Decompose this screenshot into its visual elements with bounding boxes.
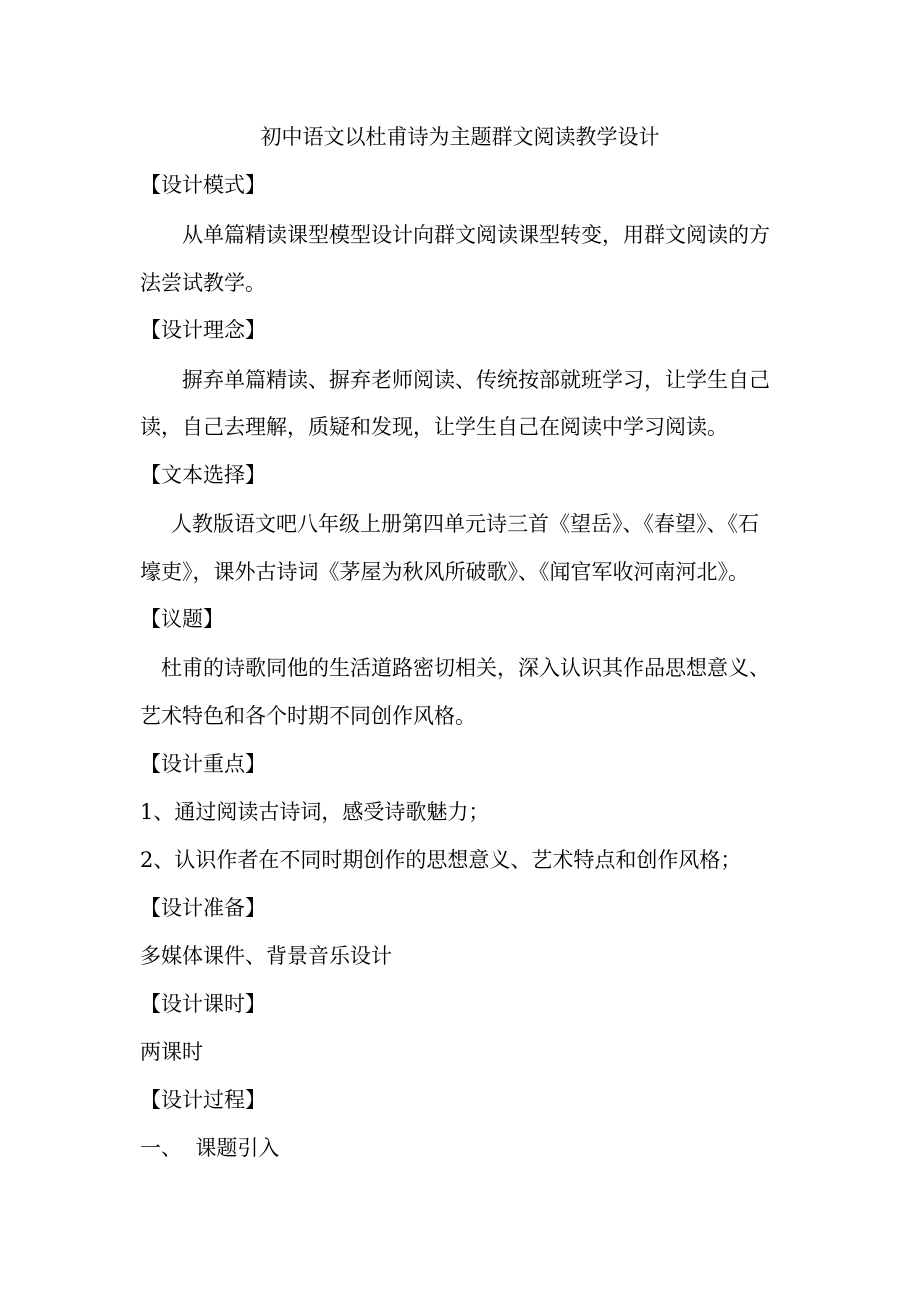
document-title: 初中语文以杜甫诗为主题群文阅读教学设计 [260, 125, 660, 149]
section-heading-focus: 【设计重点】 [140, 752, 266, 776]
paragraph-line: 多媒体课件、背景音乐设计 [140, 944, 392, 968]
list-item: 1、通过阅读古诗词，感受诗歌魅力； [140, 800, 490, 824]
list-item: 2、认识作者在不同时期创作的思想意义、艺术特点和创作风格； [140, 848, 742, 872]
section-heading-mode: 【设计模式】 [140, 173, 266, 197]
paragraph-line: 从单篇精读课型模型设计向群文阅读课型转变，用群文阅读的方 [182, 223, 770, 247]
paragraph-line: 两课时 [140, 1040, 203, 1064]
section-heading-hours: 【设计课时】 [140, 992, 266, 1016]
paragraph-line: 法尝试教学。 [140, 271, 266, 295]
section-heading-topic: 【议题】 [140, 607, 224, 631]
paragraph-line: 摒弃单篇精读、摒弃老师阅读、传统按部就班学习，让学生自己 [182, 368, 770, 392]
paragraph-line: 壕吏》，课外古诗词《茅屋为秋风所破歌》、《闻官军收河南河北》。 [140, 560, 749, 584]
section-heading-texts: 【文本选择】 [140, 463, 266, 487]
paragraph-line: 杜甫的诗歌同他的生活道路密切相关，深入认识其作品思想意义、 [161, 656, 770, 680]
paragraph-line: 读，自己去理解，质疑和发现，让学生自己在阅读中学习阅读。 [140, 415, 728, 439]
list-item: 一、 课题引入 [140, 1136, 280, 1160]
paragraph-line: 人教版语文吧八年级上册第四单元诗三首《望岳》、《春望》、《石 [171, 512, 759, 536]
section-heading-process: 【设计过程】 [140, 1088, 266, 1112]
paragraph-line: 艺术特色和各个时期不同创作风格。 [140, 704, 476, 728]
section-heading-prep: 【设计准备】 [140, 896, 266, 920]
section-heading-concept: 【设计理念】 [140, 318, 266, 342]
